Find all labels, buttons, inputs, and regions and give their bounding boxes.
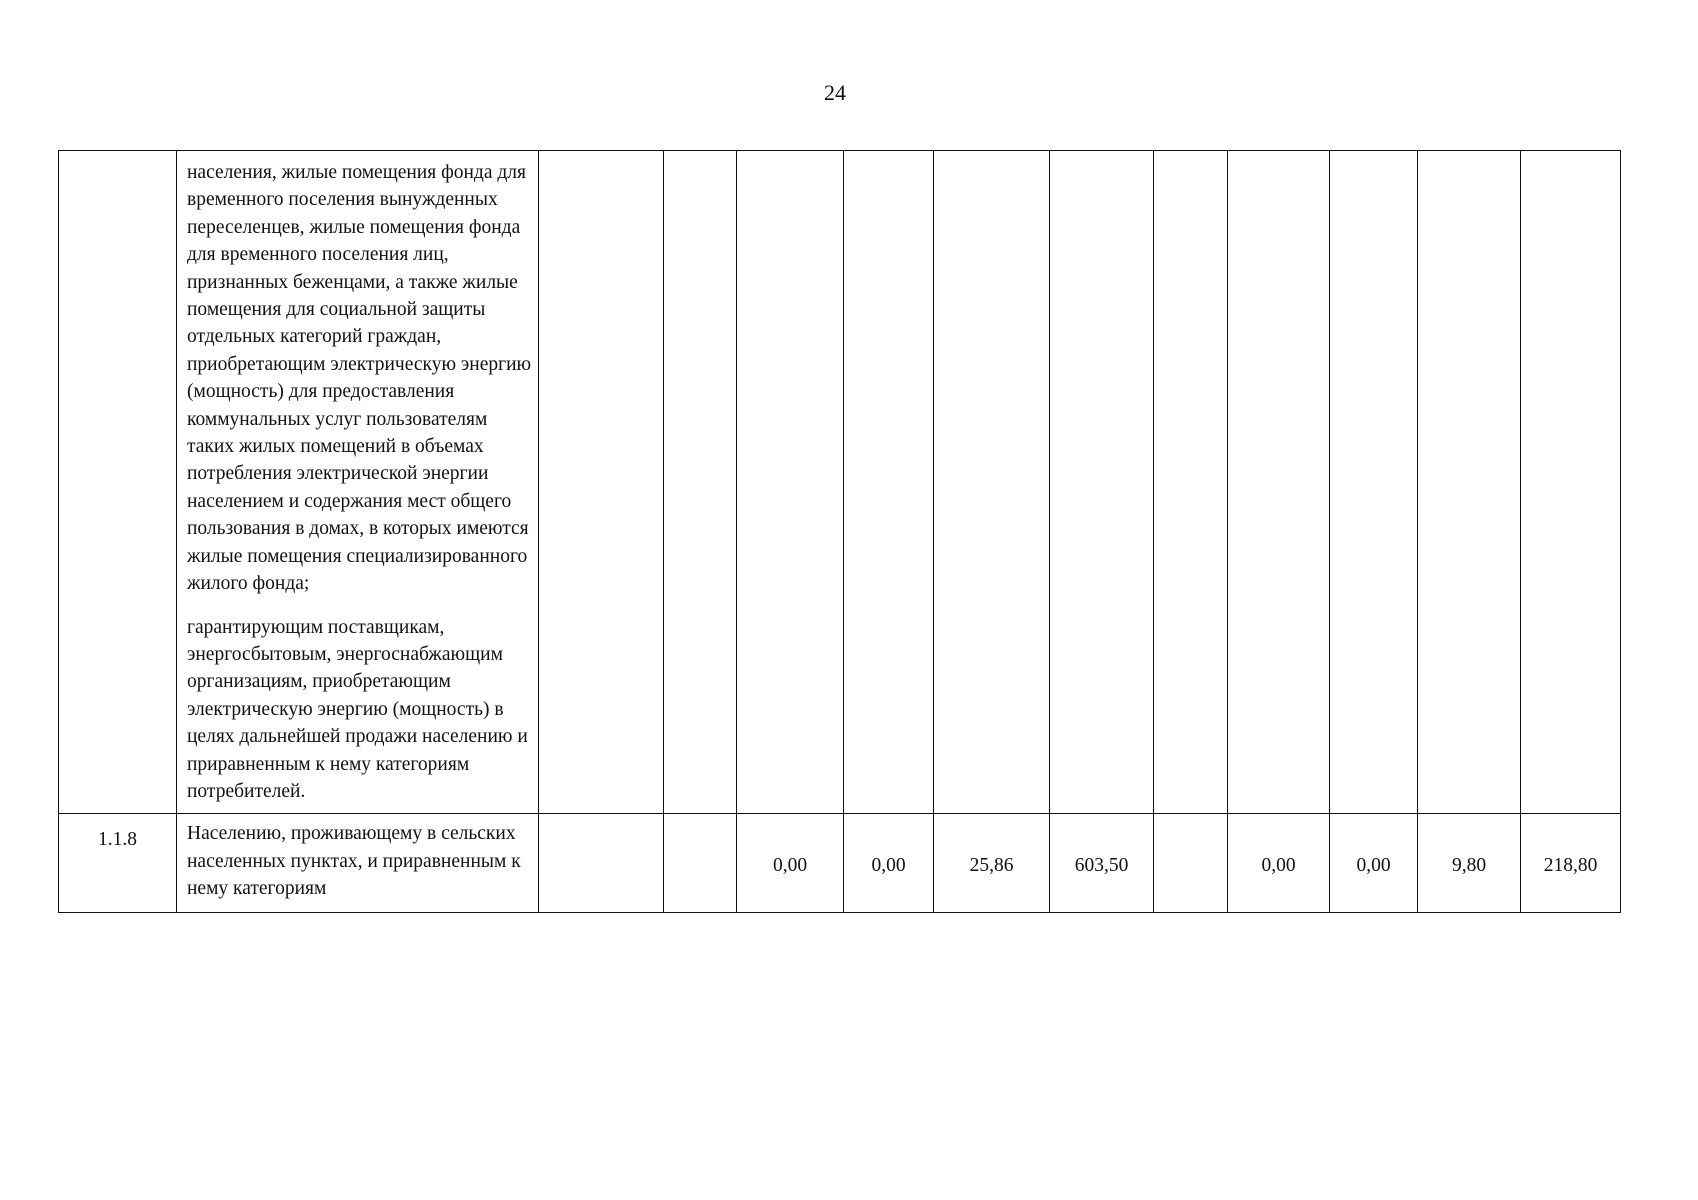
- value-cell: [1418, 151, 1521, 814]
- value-cell: [1154, 814, 1228, 913]
- value-cell: 0,00: [844, 814, 934, 913]
- value-cell: 0,00: [1330, 814, 1418, 913]
- table-row: [59, 151, 1621, 814]
- table-row: [59, 814, 1621, 913]
- value-cell: 218,80: [1521, 814, 1621, 913]
- value-cell: [539, 151, 664, 814]
- row-description-cell: [177, 814, 539, 913]
- value-cell: 0,00: [1228, 814, 1330, 913]
- value-cell: [1521, 151, 1621, 814]
- row-number-cell: [59, 151, 177, 814]
- page-number: 24: [824, 80, 846, 105]
- value-cell: 9,80: [1418, 814, 1521, 913]
- row-description-cell: [177, 151, 539, 814]
- description-paragraph: гарантирующим поставщикам, энергосбытовым, энергоснабжающим организациям, приобретающим электрическую энергию (мощность) в целях дальнейшей продажи населению и приравненным к нему категориям потребителей.: [187, 616, 528, 802]
- value-cell: [934, 151, 1050, 814]
- value-cell: [844, 151, 934, 814]
- value-cell: [737, 151, 844, 814]
- value-cell: [1228, 151, 1330, 814]
- value-cell: [664, 814, 737, 913]
- value-cell: [539, 814, 664, 913]
- description-paragraph: Населению, проживающему в сельских населенных пунктах, и приравненным к нему категориям: [187, 823, 521, 900]
- value-cell: [664, 151, 737, 814]
- value-cell: [1154, 151, 1228, 814]
- value-cell: 0,00: [737, 814, 844, 913]
- value-cell: 25,86: [934, 814, 1050, 913]
- description-paragraph: населения, жилые помещения фонда для временного поселения вынужденных переселенцев, жилые помещения фонда для временного поселения лиц, признанных беженцами, а также жилые помещения для социальной защиты отдельных категорий граждан, приобретающим электрическую энергию (мощность) для предоставления коммунальных услуг пользователям таких жилых помещений в объемах потребления электрической энергии населением и содержания мест общего пользования в домах, в которых имеются жилые помещения специализированного жилого фонда;: [187, 162, 532, 595]
- row-number-cell: 1.1.8: [59, 814, 177, 913]
- value-cell: [1330, 151, 1418, 814]
- value-cell: [1050, 151, 1154, 814]
- tariff-table: [58, 150, 1621, 913]
- value-cell: 603,50: [1050, 814, 1154, 913]
